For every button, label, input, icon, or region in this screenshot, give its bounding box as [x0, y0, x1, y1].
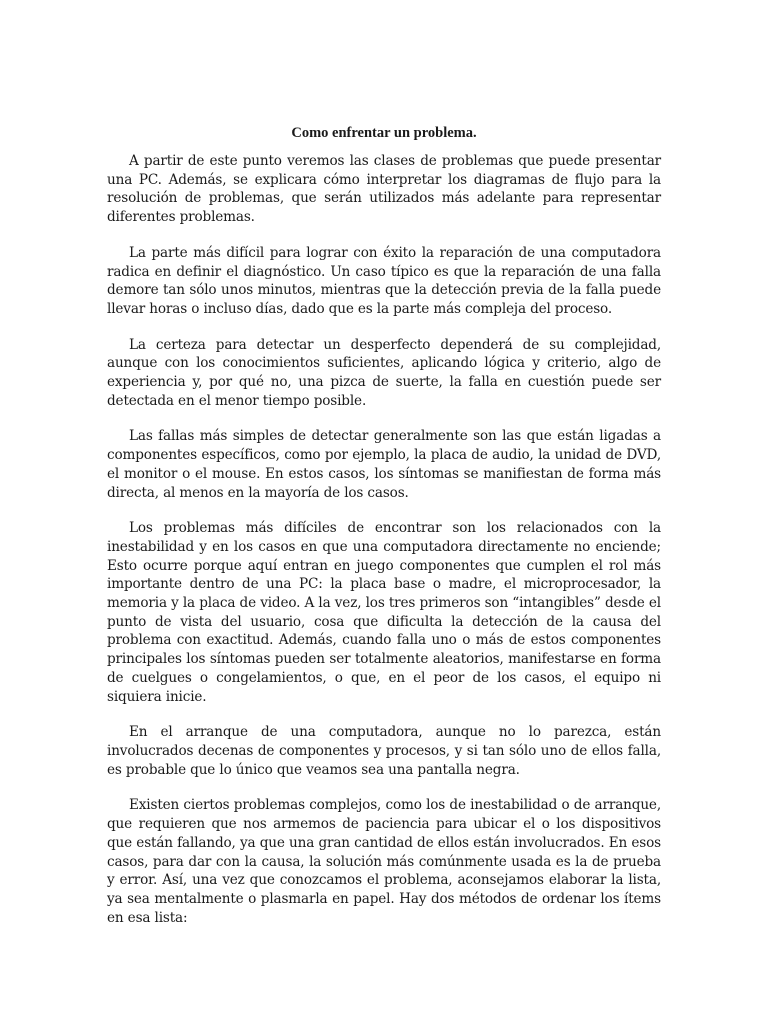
document-body: [107, 124, 661, 944]
paragraph: La certeza para detectar un desperfecto dependerá de su complejidad, aunque con los conocimientos suficientes, aplicando lógica y criterio, algo de experiencia y, por qué no, una pizca de suerte, la falla en cuestión puede ser detectada en el menor tiempo posible.: [107, 336, 661, 409]
document-title: Como enfrentar un problema.: [291, 125, 477, 141]
paragraph: A partir de este punto veremos las clases de problemas que puede presentar una PC. Además, se explicara cómo interpretar los diagramas de flujo para la resolución de problemas, que serán utilizados más adelante para representar diferentes problemas.: [107, 153, 661, 226]
paragraph: La parte más difícil para lograr con éxito la reparación de una computadora radica en definir el diagnóstico. Un caso típico es que la reparación de una falla demore tan sólo unos minutos, mientras que la detección previa de la falla puede llevar horas o incluso días, dado que es la parte más compleja del proceso.: [107, 244, 661, 317]
paragraph: Existen ciertos problemas complejos, como los de inestabilidad o de arranque, que requieren que nos armemos de paciencia para ubicar el o los dispositivos que están fallando, ya que una gran cantidad de ellos están involucrados. En esos casos, para dar con la causa, la solución más comúnmente usada es la de prueba y error. Así, una vez que conozcamos el problema, aconsejamos elaborar la lista, ya sea mentalmente o plasmarla en papel. Hay dos métodos de ordenar los ítems en esa lista:: [107, 797, 661, 926]
paragraph: En el arranque de una computadora, aunque no lo parezca, están involucrados decenas de componentes y procesos, y si tan sólo uno de ellos falla, es probable que lo único que veamos sea una pantalla negra.: [107, 724, 661, 778]
paragraph: Las fallas más simples de detectar generalmente son las que están ligadas a componentes específicos, como por ejemplo, la placa de audio, la unidad de DVD, el monitor o el mouse. En estos casos, los síntomas se manifiestan de forma más directa, al menos en la mayoría de los casos.: [107, 428, 661, 501]
paragraph: Los problemas más difíciles de encontrar son los relacionados con la inestabilidad y en los casos en que una computadora directamente no enciende; Esto ocurre porque aquí entran en juego componentes que cumplen el rol más importante dentro de una PC: la placa base o madre, el microprocesador, la memoria y la placa de video. A la vez, los tres primeros son “intangibles” desde el punto de vista del usuario, cosa que dificulta la detección de la causa del problema con exactitud. Además, cuando falla uno o más de estos componentes principales los síntomas pueden ser totalmente aleatorios, manifestarse en forma de cuelgues o congelamientos, o que, en el peor de los casos, el equipo ni siquiera inicie.: [107, 520, 661, 705]
